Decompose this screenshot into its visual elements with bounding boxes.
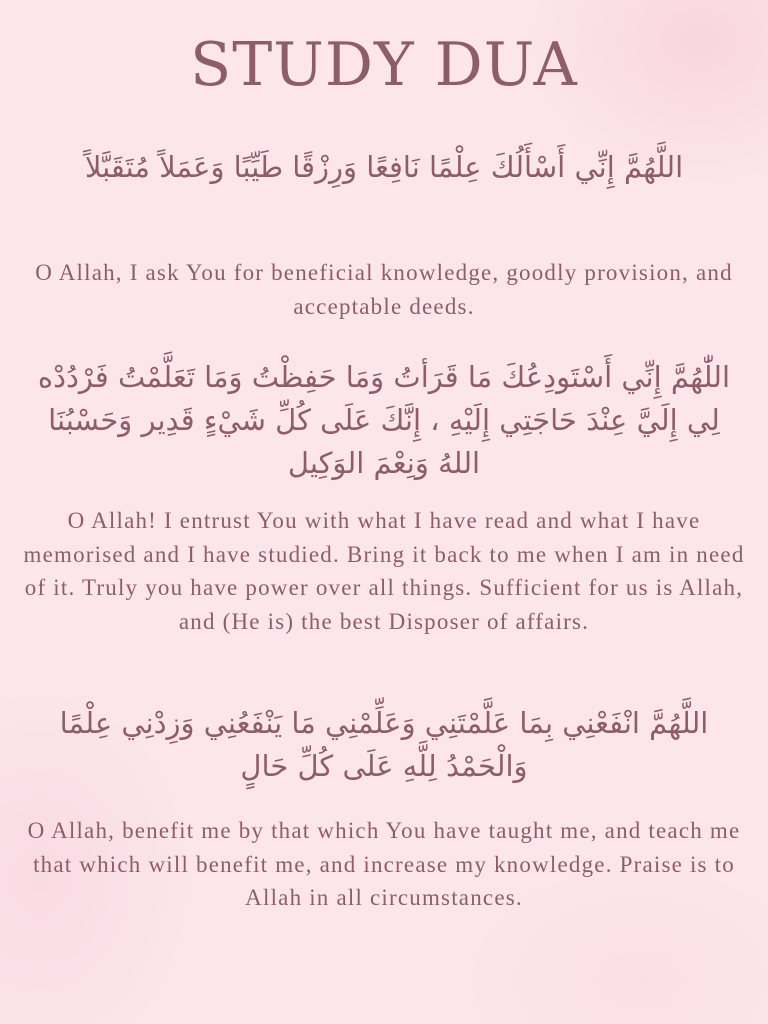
dua-1-arabic: اللَّهُمَّ إِنِّي أَسْأَلُكَ عِلْمًا نَافِعًا وَرِزْقًا طَيِّبًا وَعَمَلاً مُتَقَبَّلاً xyxy=(84,150,684,184)
dua-3-arabic: اللَّهُمَّ انْفَعْنِي بِمَا عَلَّمْتَنِي وَعَلِّمْنِي مَا يَنْفَعُنِي وَزِدْنِي عِلْمًا وَالْحَمْدُ لِلَّهِ عَلَى كُلِّ حَالٍ xyxy=(59,706,709,783)
dua-3-translation: O Allah, benefit me by that which You have taught me, and teach me that which will benefit me, and increase my knowledge. Praise is to Allah in all circumstances. xyxy=(27,818,741,910)
page-title: STUDY DUA xyxy=(190,30,578,100)
dua-1-translation: O Allah, I ask You for beneficial knowledge, goodly provision, and acceptable deeds. xyxy=(35,260,733,319)
dua-2-translation: O Allah! I entrust You with what I have read and what I have memorised and I have studied. Bring it back to me when I am in need of it. Truly you have power over all things. Sufficient for us is Allah, and (He is) the best Disposer of affairs. xyxy=(23,508,745,634)
dua-2-arabic: اللّٰهُمَّ إِنِّي أَسْتَودِعُكَ مَا قَرَأتُ وَمَا حَفِظْتُ وَمَا تَعَلَّمْتُ فَرْدُدْه لِي إِلَيَّ عِنْدَ حَاجَتِي إِلَيْهِ ، إِنَّكَ عَلَى كُلِّ شَيْءٍ قَدِير وَحَسْبُنَا اللهُ وَنِعْمَ الوَكِيل xyxy=(37,360,731,480)
